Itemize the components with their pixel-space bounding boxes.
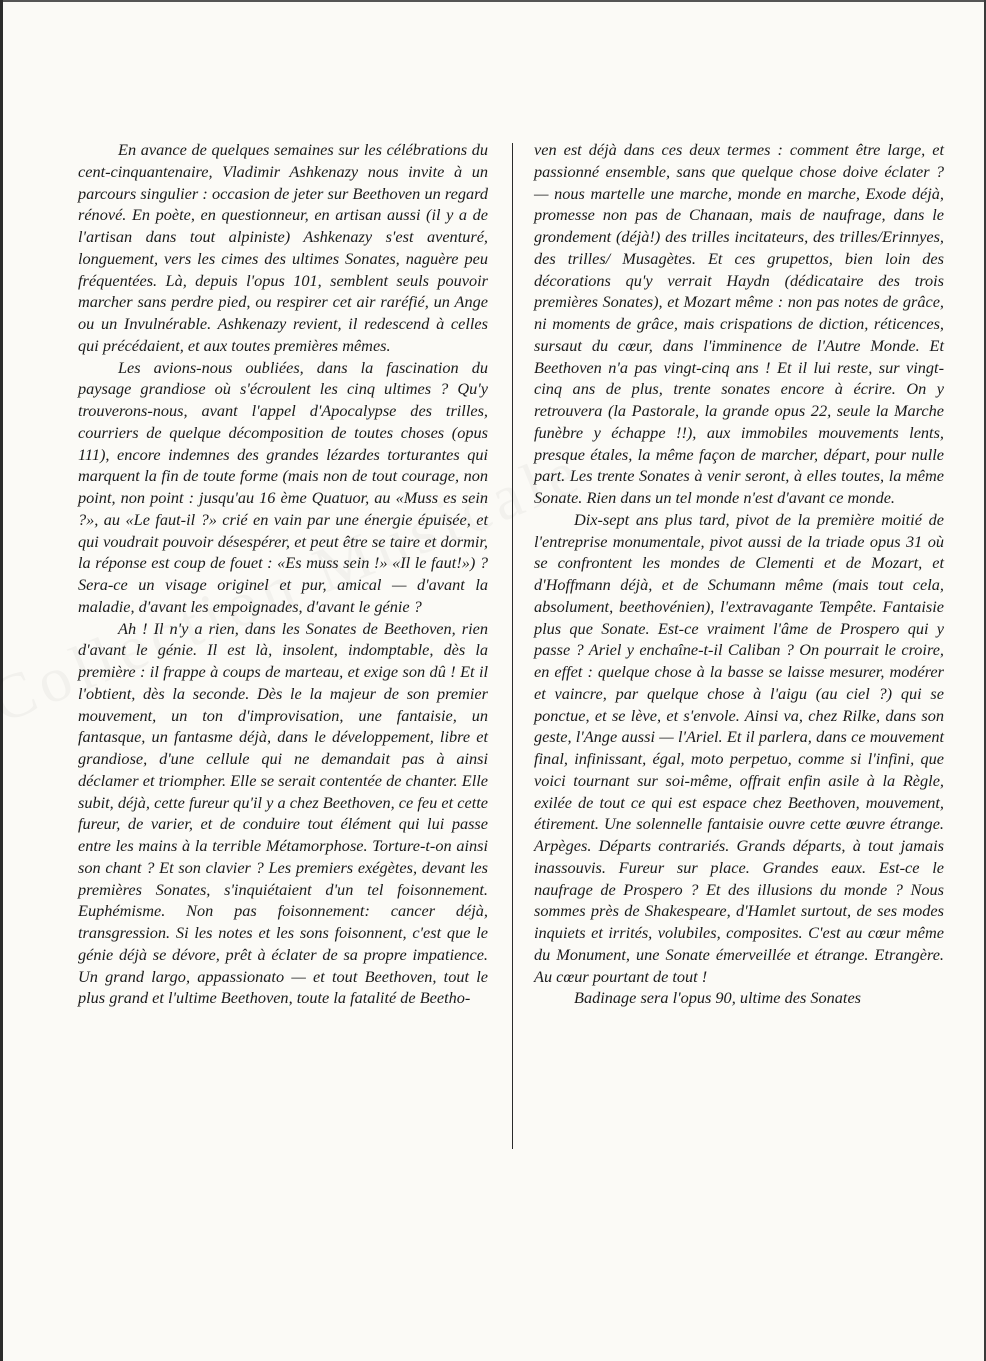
paragraph-3: Ah ! Il n'y a rien, dans les Sonates de Beethoven, rien d'avant le génie. Il est là, insolent, indomptable, dès la première : il frappe à coups de marteau, et exige son dû ! Et il l'obtient, dès la seconde. Dès le la majeur de son premier mouvement, un ton d'improvisation, une fantaisie, un fantasque, un fantasme déjà, dans le développement, libre et grandiose, d'une cellule qui ne demandait pas à ainsi déclamer et triompher. Elle se serait contentée de chanter. Elle subit, déjà, cette fureur qu'il y a chez Beethoven, ce feu et cette fureur, de varier, et de conduire tout élément qui lui passe entre les mains à la terrible Métamorphose. Torture-t-on ainsi son chant ? Et son clavier ? Les premiers exégètes, devant les premières Sonates, s'inquiétaient d'un tel foisonnement. Euphémisme. Non pas foisonnement: cancer déjà, transgression. Si les notes et les sons foisonnent, c'est que le génie déjà se dévore, prêt à éclater de sa propre impatience. Un grand largo, appassionato — et tout Beethoven, tout le plus grand et l'ultime Beethoven, toute la fatalité de Beetho- — [78, 618, 488, 1008]
paragraph-5: Dix-sept ans plus tard, pivot de la première moitié de l'entreprise monumentale, pivot aussi de la triade opus 31 où se confrontent les mondes de Clementi et de Mozart, et d'Hoffmann déjà, et de Schumann même (mais tout cela, absolument, beethovénien), l'extravagante Tempête. Fantaisie plus que Sonate. Est-ce vraiment l'âme de Prospero qui y passe ? Ariel y enchaîne-t-il Caliban ? On pourrait le croire, en effet : quelque chose à la basse se laisse mesurer, modérer et vaincre, par quelque chose à l'aigu (au ciel ?) qui se ponctue, et se lève, et s'envole. Ainsi va, chez Rilke, dans son geste, l'Ange aussi — l'Ariel. Et il parlera, dans ce mouvement final, infinissant, égal, moto perpetuo, comme si l'infini, que voici tournant sur soi-même, offrait enfin asile à la Règle, exilée de tout ce qui est espace chez Beethoven, mouvement, étirement. Une solennelle fantaisie ouvre cette œuvre étrange. Arpèges. Départs contrariés. Grands départs, à tout jamais inassouvis. Fureur sur place. Grandes eaux. Est-ce le naufrage de Prospero ? Et des illusions du monde ? Nous sommes près de Shakespeare, d'Hamlet surtout, de ses modes inquiets et irrités, volubiles, composites. C'est au cœur même du Monument, une Sonate émerveillée et étrange. Etrangère. Au cœur pourtant de tout ! — [534, 509, 944, 986]
scan-edge-top — [0, 0, 986, 2]
paragraph-6: Badinage sera l'opus 90, ultime des Sonates — [574, 988, 862, 1008]
column-divider — [512, 143, 513, 1149]
paragraph-2: Les avions-nous oubliées, dans la fascination du paysage grandiose où s'écroulent les cinq ultimes ? Qu'y trouverons-nous, avant l'appel d'Apocalypse des trilles, courriers de quelque décomposition de toutes choses (opus 111), encore indemnes des grandes lézardes torturantes qui marquent la fin de toute forme (mais non de tout courage, non point, non point : jusqu'au 16 ème Quatuor, au «Muss es sein ?», au «Le faut-il ?» crié en vain par une énergie épuisée, et qui voudrait pouvoir désespérer, et peut être se taire et dormir, la réponse est coup de fouet : «Es muss sein !» «Il le faut!») ? Sera-ce un visage originel et pur, amical — d'avant la maladie, d'avant les empoignades, d'avant le génie ? — [78, 357, 488, 616]
scan-edge-left — [0, 0, 3, 1361]
paragraph-4: ven est déjà dans ces deux termes : comment être large, et passionné ensemble, sans que quelque chose doive éclater ? — nous martelle une marche, monde en marche, Exode déjà, promesse non pas de Chanaan, mais de naufrage, dans le grondement (déjà!) des trilles incitateurs, des trilles/Erinnyes, des trilles/ Musagètes. Et ces grupettos, bien loin des décorations qu'y verrait Haydn (dédicataire des trois premières Sonates), et Mozart même : non pas notes de grâce, ni moments de grâce, mais crispations de diction, réticences, sursaut du cœur, dans l'imminence de l'Autre Monde. Et Beethoven n'a pas vingt-cinq ans ! Et il lui reste, sur vingt-cinq ans de plus, trente sonates encore à écrire. On y retrouvera (la Pastorale, la grande opus 22, seule la Marche funèbre y échappe !!), aux immobiles mouvements lents, presque étales, la même façon de marcher, départ, pour nulle part. Les trente Sonates à venir seront, à elles toutes, la même Sonate. Rien dans un tel monde n'est d'avant ce monde. — [534, 140, 944, 507]
right-column — [534, 139, 944, 1009]
paragraph-1: En avance de quelques semaines sur les célébrations du cent-cinquantenaire, Vladimir Ashkenazy nous invite à un parcours singulier : occasion de jeter sur Beethoven un regard rénové. En poète, en questionneur, en artisan aussi (il y a de l'artisan dans tout alpiniste) Ashkenazy s'est aventuré, longuement, vers les cimes des ultimes Sonates, naguère peu fréquentées. Là, depuis l'opus 101, semblent seuls pouvoir marcher sans perdre pied, ou respirer cet air raréfié, un Ange ou un Invulnérable. Ashkenazy revient, il redescend à celles qui précédaient, et aux toutes premières mêmes. — [78, 140, 488, 355]
left-column — [78, 139, 488, 1009]
